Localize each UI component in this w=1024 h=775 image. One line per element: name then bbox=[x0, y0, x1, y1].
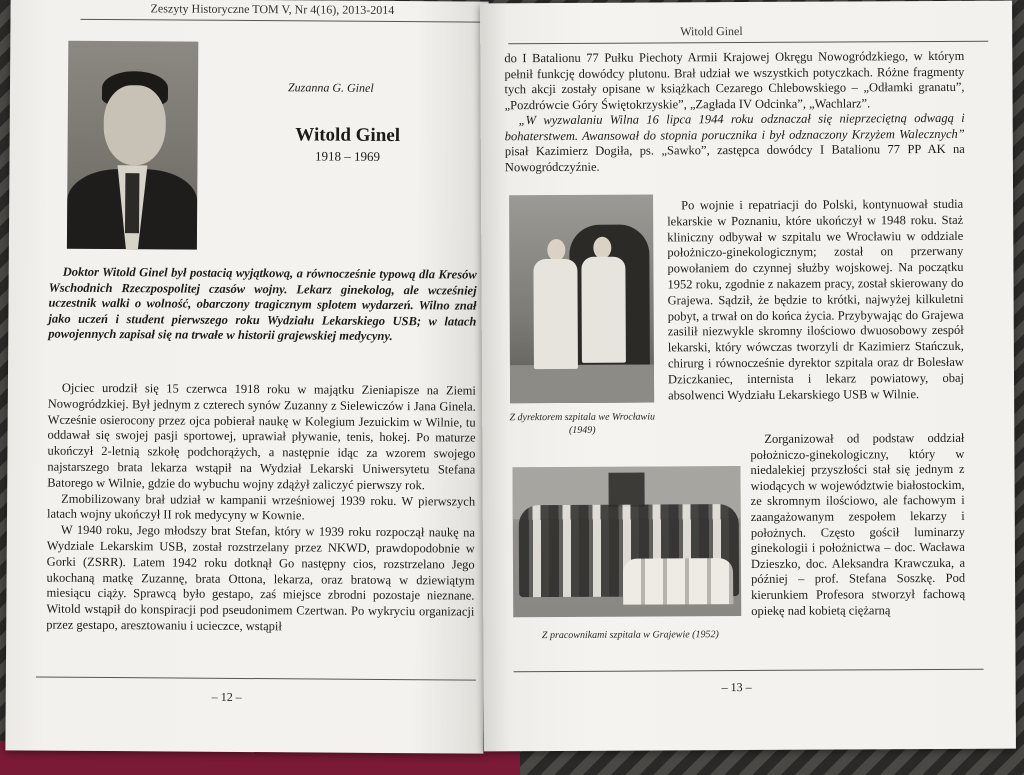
paragraph-battalion: do I Batalionu 77 Pułku Piechoty Armii Krajowej Okręgu Nowogródzkiego, w którym pełnił funkcję dowódcy plutonu. Brał udział we wszystkich potyczkach. Różne fragmenty tych akcji zostały opisane w książkach Cezarego Chlebowskiego – „Odłamki granatu”, „Pozdrówcie Góry Świętokrzyskie”, „Zagłada IV Odcinka”, „Wachlarz”. bbox=[504, 48, 965, 112]
portrait-photo bbox=[67, 41, 198, 250]
photo-director bbox=[509, 194, 654, 403]
running-head-right: Witold Ginel bbox=[680, 24, 743, 39]
quote-italic: „W wyzwalaniu Wilna 16 lipca 1944 roku odznaczał się nieprzeciętną odwagą i bohaterstwem. Awansował do stopnia porucznika i był odznaczony Krzyżem Walecznych” bbox=[504, 110, 965, 143]
quote-tail: pisał Kazimierz Dogiła, ps. „Sawko”, zastępca dowódcy I Batalionu 77 PP AK na Nowogródczyźnie. bbox=[504, 141, 965, 174]
article-title: Witold Ginel bbox=[295, 124, 401, 147]
paragraph-3: W 1940 roku, Jego młodszy brat Stefan, który w 1939 roku rozpoczął naukę na Wydziale Lekarskim USB, został rozstrzelany przez NKWD, prawdopodobnie w Gorki (ZSRR). Latem 1942 roku dotknął Go następny cios, rozstrzelano Jego ukochaną matkę Zuzannę, brata Ottona, lekarza, oraz bratową w dziewiątym miesiącu ciąży. Sprawcą było gestapo, zaś miejsce zbrodni pozostaje nieznane. Witold wstąpił do konspiracji pod pseudonimem Czertwan. Po wykryciu organizacji przez gestapo, aresztowaniu i ucieczce, wstąpił bbox=[46, 522, 475, 634]
header-rule bbox=[80, 19, 480, 23]
author-name: Zuzanna G. Ginel bbox=[287, 80, 374, 95]
body-text-left bbox=[46, 381, 476, 637]
lead-paragraph bbox=[48, 265, 477, 345]
paragraph-1: Ojciec urodził się 15 czerwca 1918 roku w majątku Zieniapisze na Ziemi Nowogródzkiej. Był jednym z czterech synów Zuzanny z Sielewiczów i Jana Ginela. Wcześnie osierocony przez ojca pobierał naukę w Kolegium Jezuickim w Wilnie, tu oddawał się swojej pasji sportowej, uprawiał pływanie, tenis, hokej. Po maturze ukończył 2-letnią szkołę podchorążych, a następnie idąc za wzorem swojego najstarszego brata lekarza wstąpił na Wydział Lekarski Uniwersytetu Stefana Batorego w Wilnie, gdzie do wybuchu wojny zdążył zaliczyć pierwszy rok. bbox=[47, 380, 476, 493]
page-number-left: – 12 – bbox=[211, 689, 242, 704]
body-text-right-top bbox=[504, 49, 965, 175]
lead-text: Doktor Witold Ginel był postacią wyjątkową, a równocześnie typową dla Kresów Wschodnich Rzeczpospolitej czasów wojny. Lekarz ginekolog, ale wcześniej uczestnik walki o wolność, obarczony tragicznym splotem wydarzeń. Wilno znał jako uczeń i student pierwszego roku Wydziału Lekarskiego USB; w latach powojennych zapisał się na trwałe w historii grajewskiej medycyny. bbox=[48, 264, 477, 344]
caption-director: Z dyrektorem szpitala we Wrocławiu (1949) bbox=[509, 411, 656, 436]
footer-rule bbox=[36, 677, 476, 681]
photo-hospital-staff bbox=[512, 466, 741, 617]
paragraph-2: Zmobilizowany brał udział w kampanii wrześniowej 1939 roku. W pierwszych latach wojny ukończył II rok medycyny w Kownie. bbox=[46, 491, 476, 523]
body-text-postwar bbox=[667, 197, 964, 404]
left-page bbox=[5, 0, 488, 754]
paragraph-postwar: Po wojnie i repatriacji do Polski, kontynuował studia lekarskie w Poznaniu, które ukończył w 1948 roku. Staż kliniczny odbywał w szpitalu we Wrocławiu w oddziale położniczo-ginekologicznym; został on przerwany powołaniem do czynnej służby wojskowej. Na początku 1952 roku, zgodnie z nakazem pracy, został skierowany do Grajewa. Sądził, że będzie to krótki, najwyżej kilkuletni pobyt, a trwał on do końca życia. Przybywając do Grajewa zasilił niezwykle skromny ilościowo dwuosobowy zespół lekarski, który wówczas tworzyli dr Kazimierz Stańczuk, chirurg i równocześnie dyrektor szpitala oraz dr Bolesław Dziczkaniec, internista i lekarz powiatowy, obaj absolwenci Wydziału Lekarskiego USB w Wilnie. bbox=[667, 196, 965, 402]
body-text-ward bbox=[750, 431, 965, 619]
footer-rule bbox=[514, 669, 984, 672]
header-rule bbox=[508, 41, 988, 45]
running-head-left: Zeszyty Historyczne TOM V, Nr 4(16), 2013-2014 bbox=[150, 1, 395, 18]
paragraph-ward: Zorganizował od podstaw oddział położniczo-ginekologiczny, który w niedalekiej przyszłości stał się jednym z wiodących w województwie białostockim, ze skromnym ilościowo, ale fachowym i zaangażowanym zespołem lekarzy i położnych. Często gościł luminarzy ginekologii i położnictwa – doc. Wacława Dzieszko, doc. Aleksandra Krawczuka, a później – prof. Stefana Soszkę. Pod kierunkiem Profesora stworzył fachową opiekę nad kobietą ciężarną bbox=[750, 430, 966, 618]
life-dates: 1918 – 1969 bbox=[314, 148, 381, 164]
caption-staff: Z pracownikami szpitala w Grajewie (1952) bbox=[541, 629, 719, 642]
paragraph-quote bbox=[505, 111, 965, 175]
page-number-right: – 13 – bbox=[721, 679, 752, 695]
right-page bbox=[480, 1, 1016, 752]
